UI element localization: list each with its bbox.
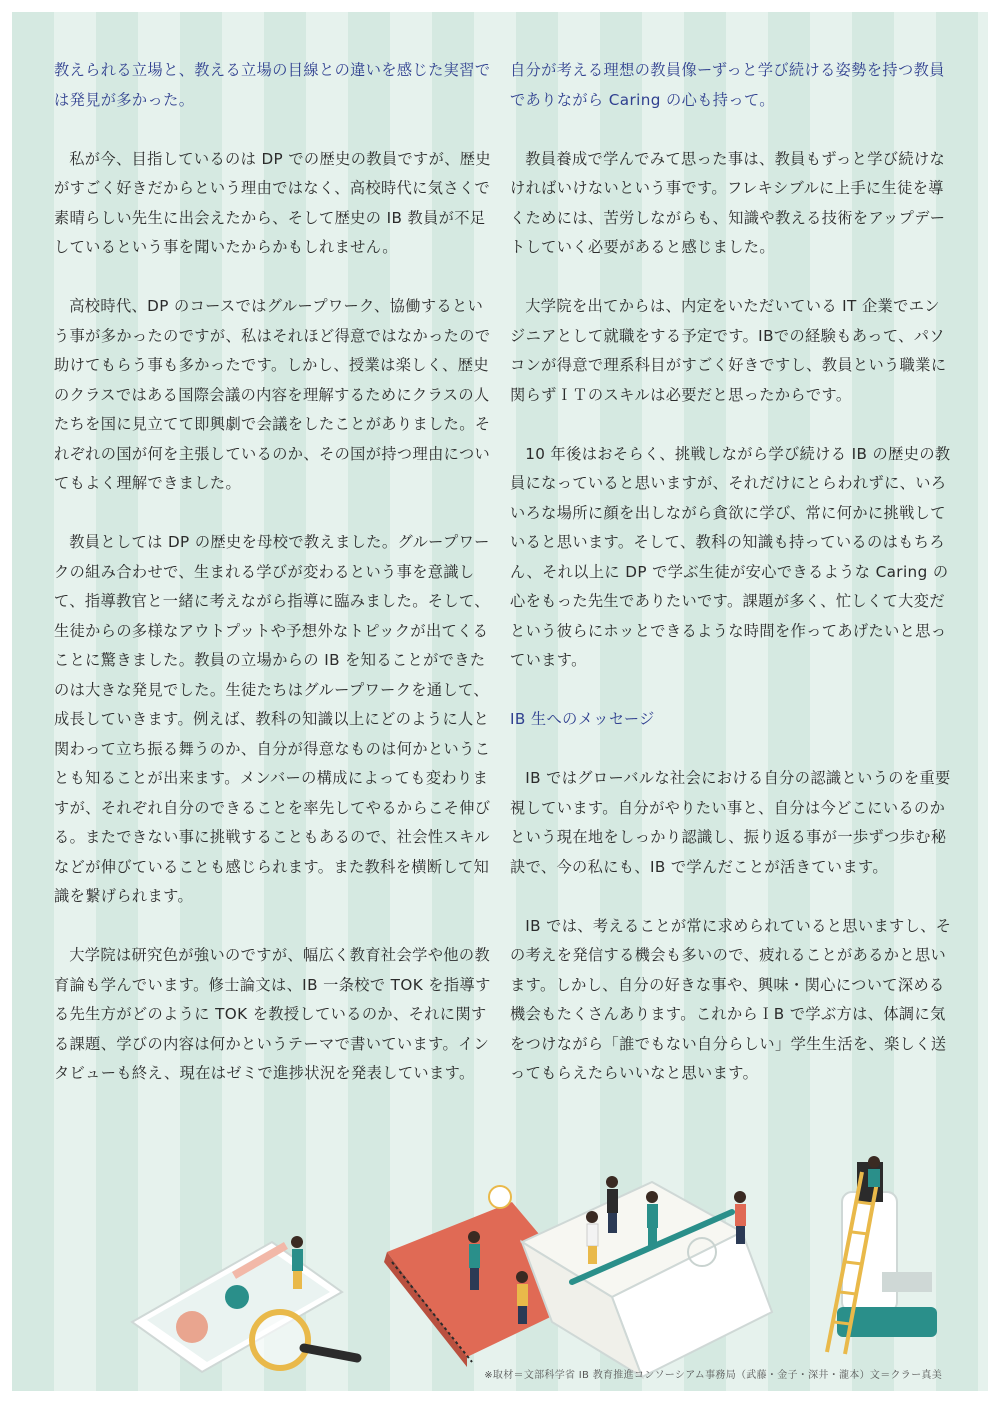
credit-line: ※取材＝文部科学省 IB 教育推進コンソーシアム事務局（武藤・金子・深井・瀧本）文＝クラー真美 [484, 1370, 942, 1381]
left-paragraph-2: 高校時代、DP のコースではグループワーク、協働するという事が多かったのですが、私はそれほど得意ではなかったので助けてもらう事も多かったです。しかし、授業は楽しく、歴史のクラスではある国際会議の内容を理解するためにクラスの人たちを国に見立てて即興劇で会議をしたことがありました。それぞれの国が何を主張しているのか、その国が持つ理由についてもよく理解できました。 [54, 297, 491, 492]
right-paragraph-2: 大学院を出てからは、内定をいただいている IT 企業でエンジニアとして就職をする予定です。IBでの経験もあって、パソコンが得意で理系科目がすごく好きですし、教員という職業に関らずＩＴのスキルは必要だと思ったからです。 [510, 297, 947, 404]
message-heading: IB 生へのメッセージ [510, 710, 655, 728]
message-paragraph-2: IB では、考えることが常に求められていると思いますし、その考えを発信する機会も多いので、疲れることがあるかと思います。しかし、自分の好きな事や、興味・関心について深める機会もたくさんあります。これからＩB で学ぶ方は、体調に気をつけながら「誰でもない自分らしい」学生生活を、楽しく送ってもらえたらいいなと思います。 [510, 916, 952, 1082]
right-paragraph-3: 10 年後はおそらく、挑戦しながら学び続ける IB の歴史の教員になっていると思いますが、それだけにとらわれずに、いろいろな場所に顔を出しながら貪欲に学び、常に何かに挑戦していると思います。そして、教科の知識も持っているのはもちろん、それ以上に DP で学ぶ生徒が安心できるような Caring の心をもった先生でありたいです。課題が多く、忙しくて大変だという彼らにホッとできるような時間を作ってあげたいと思っています。 [510, 444, 951, 669]
right-heading: 自分が考える理想の教員像ーずっと学び続ける姿勢を持つ教員でありながら Caring の心も持って。 [510, 61, 945, 109]
right-paragraph-1: 教員養成で学んでみて思った事は、教員もずっと学び続けなければいけないという事です。フレキシブルに上手に生徒を導くためには、苦労しながらも、知識や教える技術をアップデートしていく必要があると感じました。 [510, 149, 946, 256]
left-paragraph-3: 教員としては DP の歴史を母校で教えました。グループワークの組み合わせで、生まれる学びが変わるという事を意識して、指導教官と一緒に考えながら指導に臨みました。そして、生徒からの多様なアウトプットや予想外なトピックが出てくることに驚きました。教員の立場からの IB を知ることができたのは大きな発見でした。生徒たちはグループワークを通して、成長していきます。例えば、教科の知識以上にどのように人と関わって立ち振る舞うのか、自分が得意なものは何かということも知ることが出来ます。メンバーの構成によっても変わりますが、それぞれ自分のできることを率先してやるからこそ伸びる。またできない事に挑戦することもあるので、社会性スキルなどが伸びていることも感じられます。また教科を横断して知識を繋げられます。 [54, 533, 491, 905]
message-paragraph-1: IB ではグローバルな社会における自分の認識というのを重要視しています。自分がやりたい事と、自分は今どこにいるのかという現在地をしっかり認識し、振り返る事が一歩ずつ歩む秘訣で、今の私にも、IB で学んだことが活きています。 [510, 769, 951, 876]
left-column [54, 56, 494, 1089]
right-column [510, 56, 955, 1089]
left-paragraph-4: 大学院は研究色が強いのですが、幅広く教育社会学や他の教育論も学んでいます。修士論文は、IB 一条校で TOK を指導する先生方がどのように TOK を教授しているのか、それに関する課題、学びの内容は何かというテーマで書いています。インタビューも終え、現在はゼミで進捗状況を発表しています。 [54, 946, 491, 1082]
article-page [12, 12, 988, 1391]
education-illustration [12, 1122, 988, 1382]
left-heading: 教えられる立場と、教える立場の目線との違いを感じた実習では発見が多かった。 [54, 61, 491, 109]
person-figure-8 [868, 1156, 880, 1187]
left-paragraph-1: 私が今、目指しているのは DP での歴史の教員ですが、歴史がすごく好きだからという理由ではなく、高校時代に気さくで素晴らしい先生に出会えたから、そして歴史の IB 教員が不足しているという事を聞いたからかもしれません。 [54, 149, 491, 256]
magnifier-icon [252, 1312, 357, 1368]
